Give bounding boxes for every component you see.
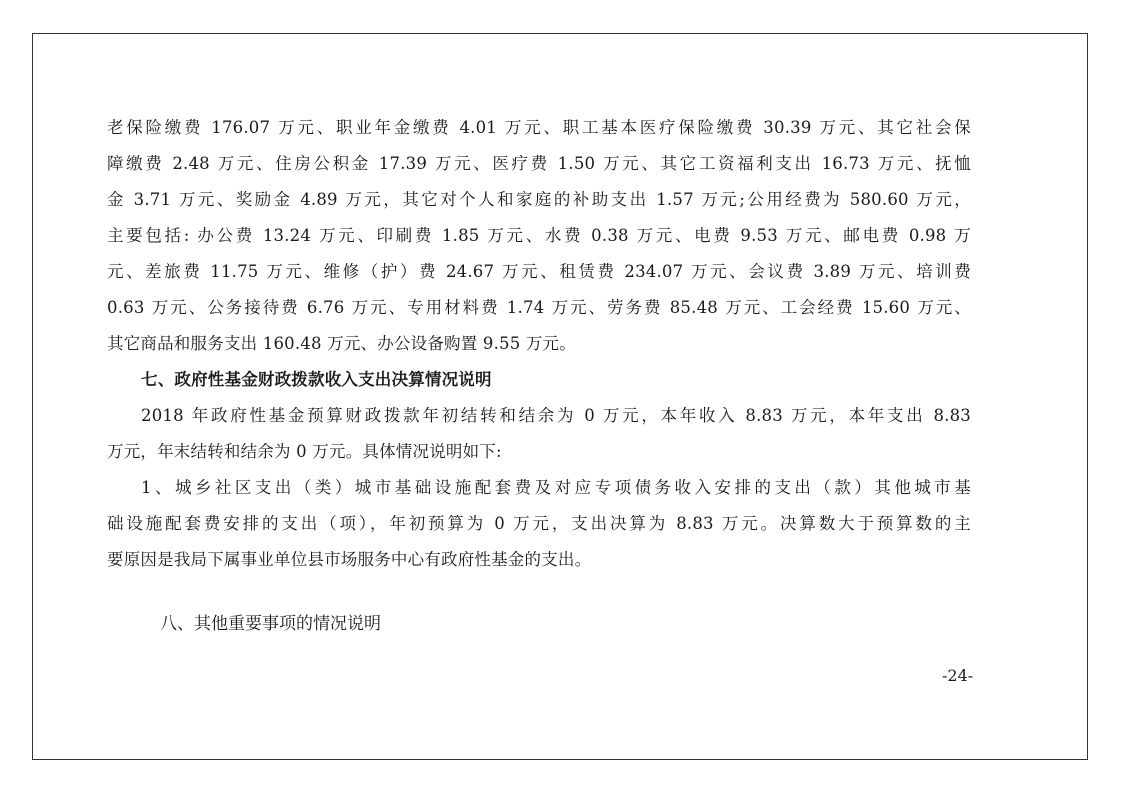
paragraph-1-line-4: 主要包括: 办公费 13.24 万元、印刷费 1.85 万元、水费 0.38 万元、电费 9.53 万元、邮电费 0.98 万 <box>107 226 971 245</box>
section-heading-7: 七、政府性基金财政拨款收入支出决算情况说明 <box>141 370 492 389</box>
paragraph-3-line-2: 础设施配套费安排的支出（项），年初预算为 0 万元，支出决算为 8.83 万元。决算数大于预算数的主 <box>107 514 971 533</box>
page-number: -24- <box>942 666 974 685</box>
paragraph-1-line-2: 障缴费 2.48 万元、住房公积金 17.39 万元、医疗费 1.50 万元、其它工资福利支出 16.73 万元、抚恤 <box>107 154 971 173</box>
paragraph-3-line-1: 1、城乡社区支出（类）城市基础设施配套费及对应专项债务收入安排的支出（款）其他城市基 <box>141 478 971 497</box>
paragraph-3-line-3: 要原因是我局下属事业单位县市场服务中心有政府性基金的支出。 <box>107 550 592 569</box>
paragraph-1-line-7: 其它商品和服务支出 160.48 万元、办公设备购置 9.55 万元。 <box>107 334 576 353</box>
paragraph-1-line-5: 元、差旅费 11.75 万元、维修（护）费 24.67 万元、租赁费 234.07 万元、会议费 3.89 万元、培训费 <box>107 262 971 281</box>
document-body <box>107 110 971 578</box>
paragraph-1-line-3: 金 3.71 万元、奖励金 4.89 万元，其它对个人和家庭的补助支出 1.57 万元;公用经费为 580.60 万元， <box>107 190 971 209</box>
section-heading-8: 八、其他重要事项的情况说明 <box>160 614 381 634</box>
paragraph-2-line-1: 2018 年政府性基金预算财政拨款年初结转和结余为 0 万元，本年收入 8.83 万元，本年支出 8.83 <box>141 406 971 425</box>
paragraph-1-line-1: 老保险缴费 176.07 万元、职业年金缴费 4.01 万元、职工基本医疗保险缴费 30.39 万元、其它社会保 <box>107 118 971 137</box>
paragraph-2-line-2: 万元，年末结转和结余为 0 万元。具体情况说明如下: <box>107 442 502 461</box>
paragraph-1-line-6: 0.63 万元、公务接待费 6.76 万元、专用材料费 1.74 万元、劳务费 85.48 万元、工会经费 15.60 万元、 <box>107 298 971 317</box>
